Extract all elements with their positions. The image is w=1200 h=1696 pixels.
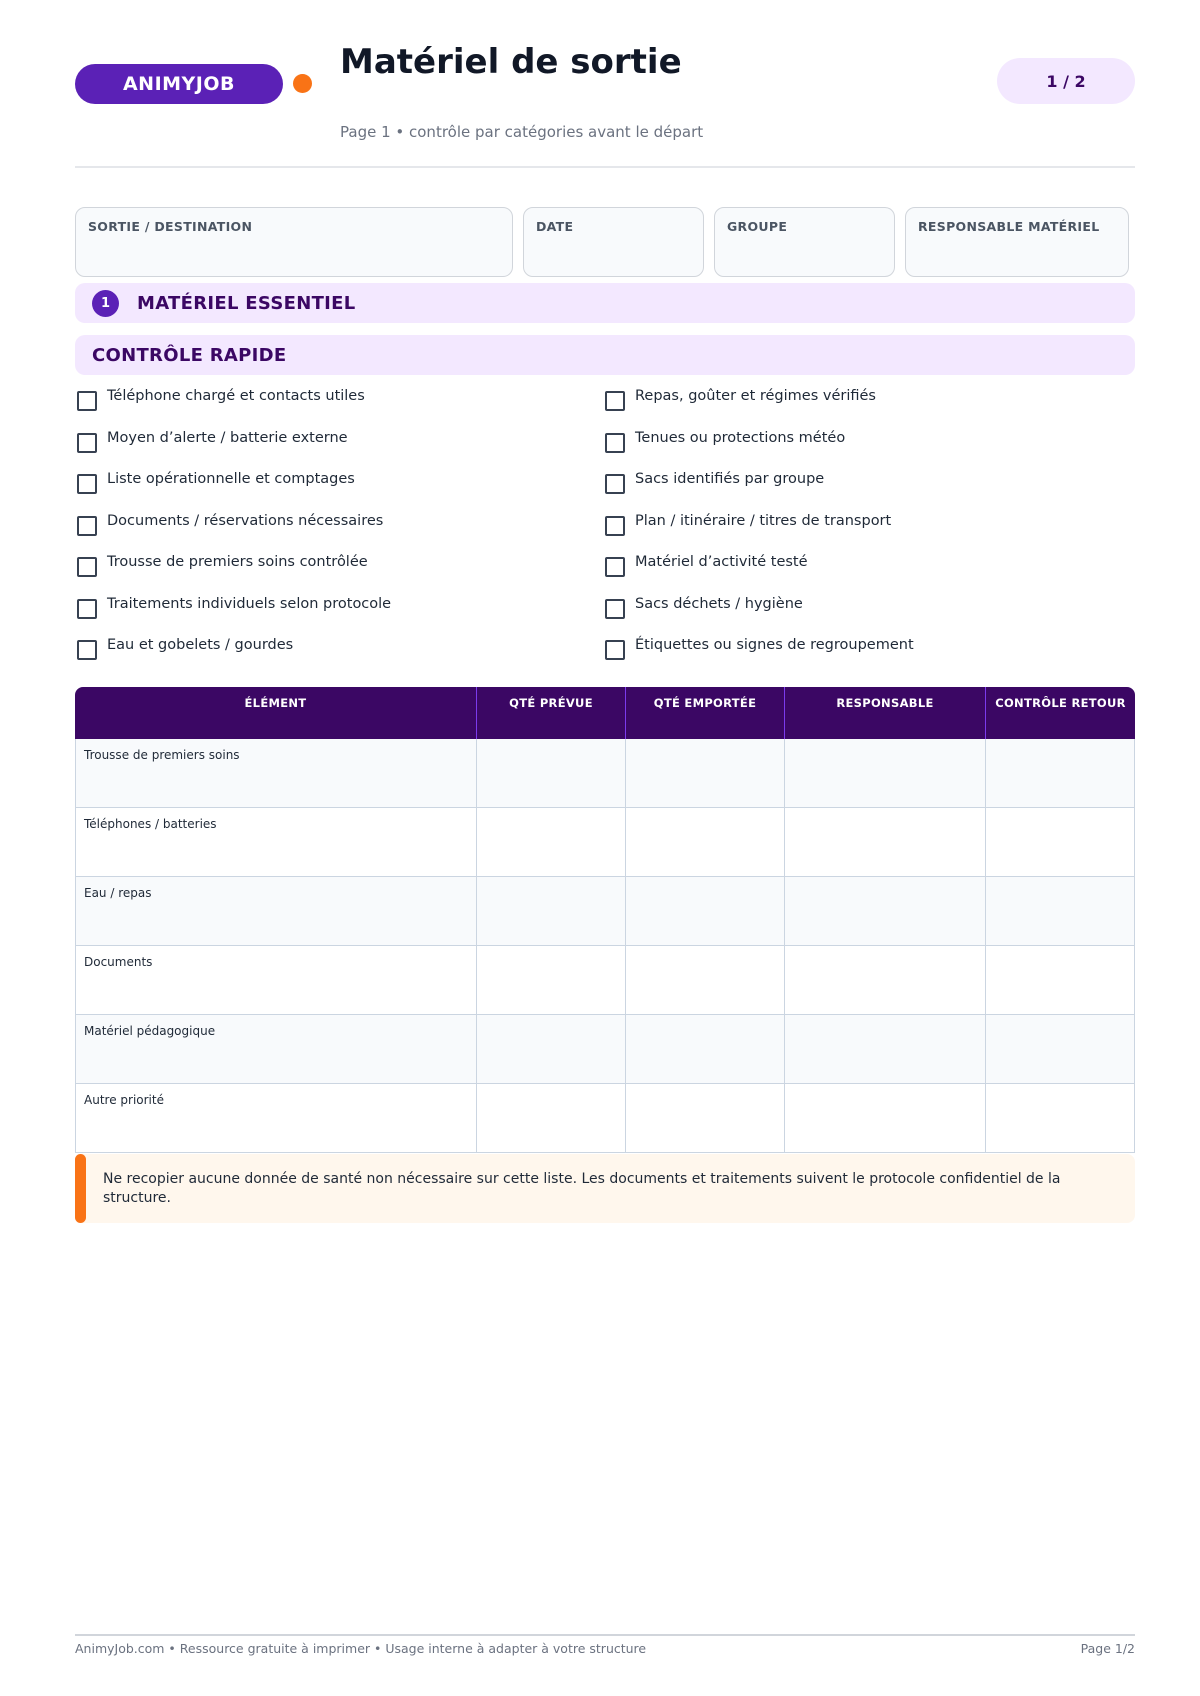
brand-logo: ANIMYJOB bbox=[75, 64, 283, 104]
checkbox[interactable] bbox=[77, 433, 97, 453]
checklist-item-label: Sacs identifiés par groupe bbox=[635, 471, 825, 487]
equipment-table bbox=[75, 687, 1135, 1153]
note-accent-bar bbox=[75, 1154, 86, 1223]
checklist-item-label: Trousse de premiers soins contrôlée bbox=[107, 554, 368, 570]
checklist-item[interactable] bbox=[605, 388, 876, 411]
checklist-item-label: Plan / itinéraire / titres de transport bbox=[635, 513, 892, 529]
checklist-item[interactable] bbox=[77, 513, 383, 536]
field-label: RESPONSABLE MATÉRIEL bbox=[918, 219, 1100, 234]
checkbox[interactable] bbox=[605, 474, 625, 494]
section-header-quick-check bbox=[75, 335, 1135, 375]
table-cell-responsible[interactable] bbox=[785, 1084, 986, 1153]
checklist-item[interactable] bbox=[77, 430, 348, 453]
checklist-item-label: Liste opérationnelle et comptages bbox=[107, 471, 355, 487]
checkbox[interactable] bbox=[605, 391, 625, 411]
checklist-item-label: Sacs déchets / hygiène bbox=[635, 596, 803, 612]
page-title: Matériel de sortie bbox=[340, 42, 682, 82]
checkbox[interactable] bbox=[77, 640, 97, 660]
field-label: GROUPE bbox=[727, 219, 788, 234]
field-destination[interactable] bbox=[75, 207, 513, 277]
footer-text: AnimyJob.com • Ressource gratuite à imprimer • Usage interne à adapter à votre structure bbox=[75, 1641, 647, 1656]
checklist-item-label: Téléphone chargé et contacts utiles bbox=[107, 388, 365, 404]
table-cell-element: Documents bbox=[75, 946, 477, 1015]
section-title: CONTRÔLE RAPIDE bbox=[92, 344, 287, 366]
checklist-item-label: Eau et gobelets / gourdes bbox=[107, 637, 294, 653]
checklist-item-label: Étiquettes ou signes de regroupement bbox=[635, 637, 914, 653]
footer-page-number: Page 1/2 bbox=[1080, 1641, 1135, 1656]
checkbox[interactable] bbox=[605, 557, 625, 577]
checklist-item[interactable] bbox=[605, 471, 824, 494]
checklist-item[interactable] bbox=[605, 554, 808, 577]
footer-divider bbox=[75, 1634, 1135, 1636]
header-divider bbox=[75, 166, 1135, 168]
page-subtitle: Page 1 • contrôle par catégories avant le départ bbox=[340, 123, 704, 141]
table-cell-return-check[interactable] bbox=[986, 946, 1135, 1015]
column-header-return-check: CONTRÔLE RETOUR bbox=[986, 687, 1135, 739]
field-group[interactable] bbox=[714, 207, 895, 277]
column-header-element: ÉLÉMENT bbox=[75, 687, 477, 739]
checklist-item[interactable] bbox=[77, 637, 293, 660]
table-cell-responsible[interactable] bbox=[785, 808, 986, 877]
table-row bbox=[75, 946, 1135, 1015]
table-cell-planned-qty[interactable] bbox=[477, 808, 626, 877]
checkbox[interactable] bbox=[77, 599, 97, 619]
table-header-row bbox=[75, 687, 1135, 739]
checkbox[interactable] bbox=[605, 433, 625, 453]
column-header-planned-qty: QTÉ PRÉVUE bbox=[477, 687, 626, 739]
checklist-item[interactable] bbox=[77, 471, 355, 494]
section-number-badge: 1 bbox=[92, 290, 119, 317]
table-row bbox=[75, 877, 1135, 946]
checklist-item[interactable] bbox=[605, 430, 845, 453]
checklist-item[interactable] bbox=[605, 513, 891, 536]
table-cell-planned-qty[interactable] bbox=[477, 946, 626, 1015]
printable-page bbox=[75, 0, 1135, 1696]
table-cell-return-check[interactable] bbox=[986, 1015, 1135, 1084]
checklist-item-label: Moyen d’alerte / batterie externe bbox=[107, 430, 348, 446]
checkbox[interactable] bbox=[77, 557, 97, 577]
checklist-item-label: Tenues ou protections météo bbox=[635, 430, 846, 446]
table-cell-taken-qty[interactable] bbox=[626, 946, 785, 1015]
privacy-note bbox=[75, 1154, 1135, 1223]
table-row bbox=[75, 739, 1135, 808]
table-cell-taken-qty[interactable] bbox=[626, 739, 785, 808]
checkbox[interactable] bbox=[605, 516, 625, 536]
table-cell-element: Téléphones / batteries bbox=[75, 808, 477, 877]
checklist-item[interactable] bbox=[605, 596, 803, 619]
section-header-essential bbox=[75, 283, 1135, 323]
checkbox[interactable] bbox=[77, 391, 97, 411]
brand-dot-icon bbox=[293, 74, 312, 93]
checklist-item-label: Documents / réservations nécessaires bbox=[107, 513, 384, 529]
table-cell-return-check[interactable] bbox=[986, 1084, 1135, 1153]
table-row bbox=[75, 1015, 1135, 1084]
table-cell-responsible[interactable] bbox=[785, 877, 986, 946]
table-cell-element: Matériel pédagogique bbox=[75, 1015, 477, 1084]
checkbox[interactable] bbox=[77, 474, 97, 494]
field-equipment-manager[interactable] bbox=[905, 207, 1129, 277]
checklist-item-label: Repas, goûter et régimes vérifiés bbox=[635, 388, 876, 404]
table-cell-element: Eau / repas bbox=[75, 877, 477, 946]
checklist-item[interactable] bbox=[77, 554, 368, 577]
table-row bbox=[75, 808, 1135, 877]
table-cell-planned-qty[interactable] bbox=[477, 877, 626, 946]
table-cell-element: Autre priorité bbox=[75, 1084, 477, 1153]
table-cell-planned-qty[interactable] bbox=[477, 1084, 626, 1153]
checkbox[interactable] bbox=[77, 516, 97, 536]
section-title: MATÉRIEL ESSENTIEL bbox=[137, 292, 356, 314]
checklist-item[interactable] bbox=[605, 637, 914, 660]
column-header-taken-qty: QTÉ EMPORTÉE bbox=[626, 687, 785, 739]
table-cell-planned-qty[interactable] bbox=[477, 1015, 626, 1084]
checklist-item-label: Traitements individuels selon protocole bbox=[107, 596, 392, 612]
page-indicator-badge: 1 / 2 bbox=[997, 58, 1135, 104]
checkbox[interactable] bbox=[605, 640, 625, 660]
table-cell-element: Trousse de premiers soins bbox=[75, 739, 477, 808]
table-cell-return-check[interactable] bbox=[986, 739, 1135, 808]
table-row bbox=[75, 1084, 1135, 1153]
field-label: DATE bbox=[536, 219, 574, 234]
checklist-item-label: Matériel d’activité testé bbox=[635, 554, 808, 570]
checklist-item[interactable] bbox=[77, 388, 365, 411]
checklist-item[interactable] bbox=[77, 596, 391, 619]
table-cell-responsible[interactable] bbox=[785, 739, 986, 808]
table-cell-planned-qty[interactable] bbox=[477, 739, 626, 808]
table-cell-taken-qty[interactable] bbox=[626, 1015, 785, 1084]
table-cell-return-check[interactable] bbox=[986, 877, 1135, 946]
table-cell-responsible[interactable] bbox=[785, 1015, 986, 1084]
table-cell-taken-qty[interactable] bbox=[626, 1084, 785, 1153]
checkbox[interactable] bbox=[605, 599, 625, 619]
table-cell-responsible[interactable] bbox=[785, 946, 986, 1015]
table-cell-return-check[interactable] bbox=[986, 808, 1135, 877]
field-label: SORTIE / DESTINATION bbox=[88, 219, 253, 234]
column-header-responsible: RESPONSABLE bbox=[785, 687, 986, 739]
table-cell-taken-qty[interactable] bbox=[626, 808, 785, 877]
field-date[interactable] bbox=[523, 207, 704, 277]
table-cell-taken-qty[interactable] bbox=[626, 877, 785, 946]
note-text: Ne recopier aucune donnée de santé non nécessaire sur cette liste. Les documents et traitements suivent le protocole confidentiel de la structure. bbox=[103, 1171, 1061, 1206]
